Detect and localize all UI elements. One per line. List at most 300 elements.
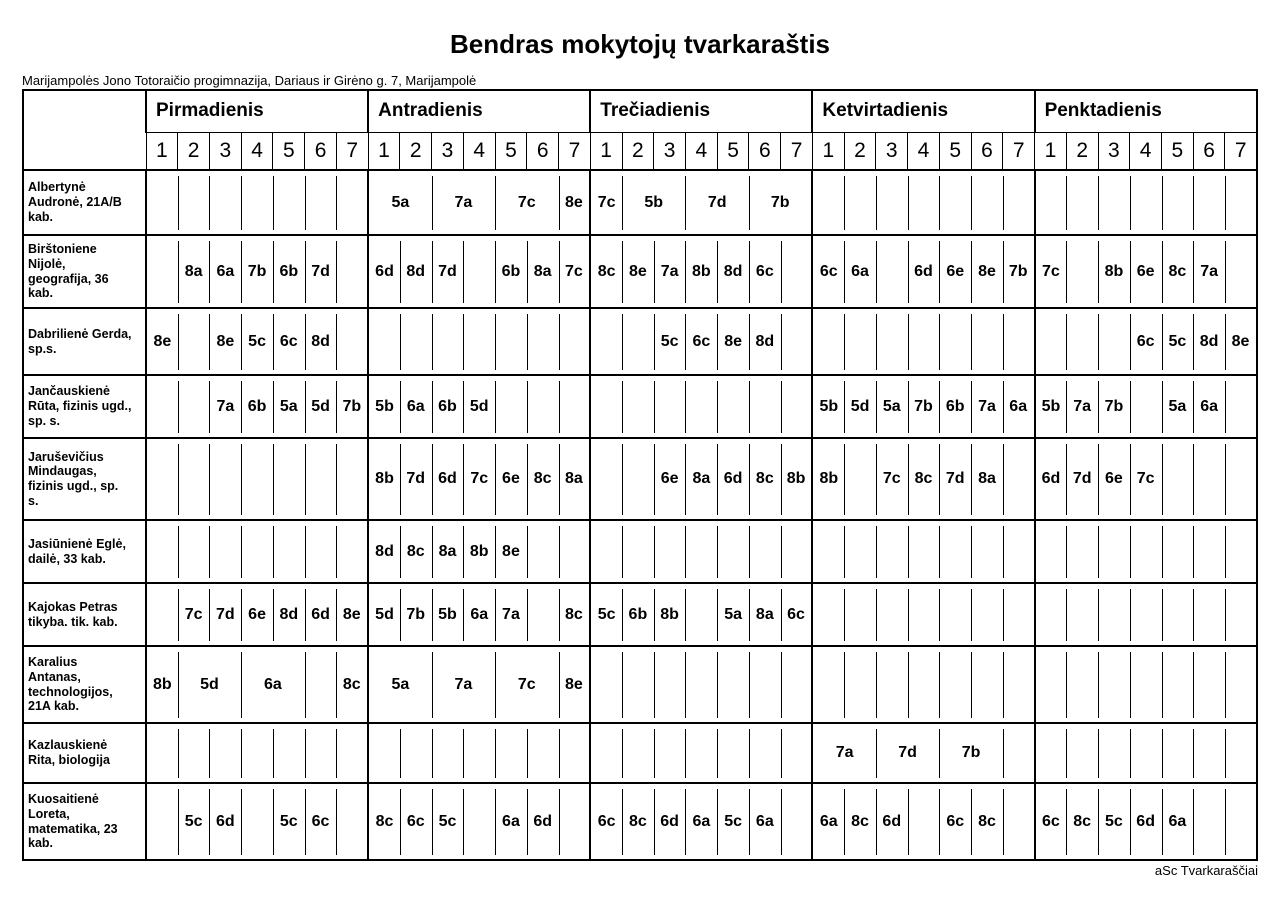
schedule-cell: 7c	[590, 170, 622, 235]
period-number: 1	[812, 132, 844, 170]
period-number: 6	[527, 132, 559, 170]
period-number: 5	[939, 132, 971, 170]
schedule-cell: 6a	[749, 783, 781, 860]
schedule-cell	[844, 170, 876, 235]
schedule-cell	[273, 438, 305, 520]
schedule-cell: 5c	[178, 783, 210, 860]
schedule-cell	[939, 308, 971, 375]
schedule-cell	[622, 308, 654, 375]
schedule-cell: 8d	[749, 308, 781, 375]
schedule-cell: 8c	[908, 438, 940, 520]
schedule-cell	[1162, 438, 1194, 520]
schedule-cell: 7d	[1066, 438, 1098, 520]
schedule-cell	[146, 235, 178, 308]
schedule-cell: 8c	[559, 583, 591, 646]
schedule-cell	[654, 520, 686, 583]
period-number: 5	[495, 132, 527, 170]
schedule-cell	[1098, 308, 1130, 375]
schedule-cell: 6e	[654, 438, 686, 520]
schedule-cell	[1035, 520, 1067, 583]
schedule-cell	[178, 723, 210, 783]
schedule-cell	[685, 723, 717, 783]
schedule-cell	[717, 723, 749, 783]
schedule-cell: 7b	[241, 235, 273, 308]
schedule-cell	[209, 723, 241, 783]
asc-branding: aSc Tvarkaraščiai	[1154, 863, 1258, 878]
schedule-cell: 6a	[1193, 375, 1225, 438]
schedule-cell: 5d	[844, 375, 876, 438]
schedule-cell	[876, 170, 908, 235]
schedule-cell	[336, 438, 368, 520]
schedule-cell	[590, 438, 622, 520]
schedule-cell: 5b	[432, 583, 464, 646]
teacher-row	[23, 723, 1257, 783]
schedule-cell	[590, 308, 622, 375]
period-number: 7	[781, 132, 813, 170]
schedule-cell	[1035, 308, 1067, 375]
schedule-cell	[908, 170, 940, 235]
schedule-cell	[463, 723, 495, 783]
schedule-cell: 7c	[876, 438, 908, 520]
schedule-cell	[1162, 170, 1194, 235]
period-number: 4	[241, 132, 273, 170]
schedule-cell	[1225, 375, 1257, 438]
schedule-cell	[305, 723, 337, 783]
schedule-cell	[1066, 646, 1098, 723]
schedule-cell: 7b	[908, 375, 940, 438]
schedule-cell: 6d	[432, 438, 464, 520]
day-header: Pirmadienis	[146, 90, 368, 132]
schedule-cell: 6b	[273, 235, 305, 308]
schedule-cell	[1225, 235, 1257, 308]
schedule-cell	[1193, 723, 1225, 783]
schedule-cell	[685, 646, 717, 723]
period-number: 3	[1098, 132, 1130, 170]
schedule-cell: 5c	[590, 583, 622, 646]
schedule-cell	[876, 308, 908, 375]
schedule-cell	[1035, 723, 1067, 783]
schedule-cell	[844, 438, 876, 520]
schedule-cell	[622, 646, 654, 723]
schedule-cell	[876, 520, 908, 583]
schedule-cell: 5c	[1098, 783, 1130, 860]
schedule-cell	[241, 783, 273, 860]
schedule-cell: 5c	[432, 783, 464, 860]
schedule-cell: 6a	[844, 235, 876, 308]
schedule-cell	[146, 438, 178, 520]
schedule-cell: 6d	[717, 438, 749, 520]
schedule-cell	[1162, 520, 1194, 583]
schedule-cell	[812, 308, 844, 375]
schedule-cell: 6a	[1162, 783, 1194, 860]
schedule-cell: 8b	[1098, 235, 1130, 308]
teacher-row	[23, 438, 1257, 520]
period-number: 2	[178, 132, 210, 170]
schedule-cell	[1035, 583, 1067, 646]
schedule-cell: 8a	[432, 520, 464, 583]
schedule-cell: 7c	[559, 235, 591, 308]
period-header-row	[23, 132, 1257, 170]
schedule-cell	[368, 308, 400, 375]
schedule-cell	[844, 520, 876, 583]
schedule-cell: 8c	[527, 438, 559, 520]
schedule-cell: 5a	[273, 375, 305, 438]
period-number: 5	[1162, 132, 1194, 170]
schedule-cell	[812, 646, 844, 723]
schedule-cell: 7b	[939, 723, 1002, 783]
teacher-row	[23, 235, 1257, 308]
schedule-cell	[178, 308, 210, 375]
schedule-cell: 8d	[717, 235, 749, 308]
schedule-cell: 7b	[749, 170, 812, 235]
schedule-cell	[1225, 783, 1257, 860]
schedule-cell: 6d	[368, 235, 400, 308]
schedule-cell	[1003, 520, 1035, 583]
schedule-cell: 5a	[368, 170, 431, 235]
schedule-cell: 5c	[273, 783, 305, 860]
schedule-cell: 6c	[305, 783, 337, 860]
schedule-cell: 7b	[1098, 375, 1130, 438]
schedule-cell	[749, 520, 781, 583]
period-number: 3	[654, 132, 686, 170]
schedule-cell: 6e	[1130, 235, 1162, 308]
schedule-cell	[559, 783, 591, 860]
period-number: 7	[1225, 132, 1257, 170]
schedule-cell: 8d	[305, 308, 337, 375]
schedule-cell	[1225, 438, 1257, 520]
schedule-cell	[717, 520, 749, 583]
period-number: 6	[971, 132, 1003, 170]
schedule-cell	[1066, 583, 1098, 646]
schedule-cell: 7a	[654, 235, 686, 308]
schedule-cell	[908, 583, 940, 646]
schedule-cell: 8d	[1193, 308, 1225, 375]
teacher-name: Kuosaitienė Loreta, matematika, 23 kab.	[23, 783, 146, 860]
schedule-cell	[908, 308, 940, 375]
schedule-cell: 6d	[305, 583, 337, 646]
schedule-cell: 7d	[305, 235, 337, 308]
schedule-cell: 8b	[654, 583, 686, 646]
schedule-cell	[971, 308, 1003, 375]
schedule-cell: 8c	[368, 783, 400, 860]
schedule-cell	[527, 583, 559, 646]
schedule-cell	[1162, 723, 1194, 783]
schedule-cell	[1098, 520, 1130, 583]
schedule-cell	[971, 170, 1003, 235]
teacher-name: Kajokas Petras tikyba. tik. kab.	[23, 583, 146, 646]
schedule-cell	[273, 170, 305, 235]
schedule-cell: 7c	[495, 170, 558, 235]
schedule-cell	[876, 583, 908, 646]
schedule-cell	[146, 783, 178, 860]
schedule-cell: 7a	[1193, 235, 1225, 308]
schedule-cell	[463, 783, 495, 860]
schedule-cell	[1003, 308, 1035, 375]
schedule-cell	[654, 723, 686, 783]
schedule-cell	[908, 646, 940, 723]
schedule-cell: 6e	[495, 438, 527, 520]
schedule-cell	[939, 583, 971, 646]
schedule-cell	[971, 520, 1003, 583]
schedule-cell: 5d	[463, 375, 495, 438]
period-number: 5	[717, 132, 749, 170]
schedule-cell	[590, 375, 622, 438]
schedule-cell: 7d	[939, 438, 971, 520]
schedule-cell	[1225, 646, 1257, 723]
schedule-cell	[685, 520, 717, 583]
schedule-cell: 6d	[209, 783, 241, 860]
schedule-cell	[495, 723, 527, 783]
teacher-row	[23, 646, 1257, 723]
schedule-cell: 6c	[590, 783, 622, 860]
schedule-cell	[463, 308, 495, 375]
schedule-cell: 8c	[971, 783, 1003, 860]
period-number: 5	[273, 132, 305, 170]
schedule-cell	[844, 646, 876, 723]
schedule-cell	[241, 438, 273, 520]
schedule-cell	[146, 375, 178, 438]
schedule-cell: 6a	[812, 783, 844, 860]
schedule-cell	[1003, 646, 1035, 723]
schedule-cell: 5a	[876, 375, 908, 438]
schedule-cell: 8b	[463, 520, 495, 583]
teacher-row	[23, 308, 1257, 375]
period-number: 2	[622, 132, 654, 170]
schedule-cell: 6e	[241, 583, 273, 646]
schedule-cell: 5b	[368, 375, 400, 438]
schedule-cell	[971, 583, 1003, 646]
schedule-cell: 8a	[971, 438, 1003, 520]
schedule-cell: 5a	[717, 583, 749, 646]
schedule-cell: 6c	[1035, 783, 1067, 860]
schedule-cell: 8e	[209, 308, 241, 375]
schedule-cell	[1193, 520, 1225, 583]
schedule-cell	[812, 583, 844, 646]
teacher-row	[23, 583, 1257, 646]
period-number: 4	[1130, 132, 1162, 170]
teacher-row	[23, 170, 1257, 235]
schedule-cell	[1130, 583, 1162, 646]
schedule-cell: 6a	[209, 235, 241, 308]
schedule-cell	[432, 723, 464, 783]
schedule-cell: 8e	[559, 646, 591, 723]
schedule-cell: 6a	[495, 783, 527, 860]
schedule-cell	[146, 520, 178, 583]
day-header: Penktadienis	[1035, 90, 1257, 132]
schedule-cell: 7b	[336, 375, 368, 438]
schedule-cell: 8e	[559, 170, 591, 235]
schedule-cell	[590, 723, 622, 783]
schedule-cell	[146, 583, 178, 646]
schedule-cell: 6c	[1130, 308, 1162, 375]
teacher-name: Jančauskienė Rūta, fizinis ugd., sp. s.	[23, 375, 146, 438]
schedule-cell	[717, 375, 749, 438]
schedule-cell: 5d	[178, 646, 241, 723]
schedule-cell	[1066, 235, 1098, 308]
period-number: 2	[844, 132, 876, 170]
schedule-cell	[749, 646, 781, 723]
schedule-cell	[495, 375, 527, 438]
schedule-cell	[273, 723, 305, 783]
schedule-cell: 8c	[1066, 783, 1098, 860]
schedule-cell	[1193, 646, 1225, 723]
schedule-cell	[432, 308, 464, 375]
schedule-cell	[908, 783, 940, 860]
schedule-cell: 8b	[685, 235, 717, 308]
schedule-cell	[1098, 170, 1130, 235]
teacher-name: Jaruševičius Mindaugas, fizinis ugd., sp. s.	[23, 438, 146, 520]
schedule-cell: 6d	[876, 783, 908, 860]
schedule-cell	[400, 308, 432, 375]
schedule-cell: 8b	[781, 438, 813, 520]
schedule-cell	[1130, 723, 1162, 783]
schedule-cell	[368, 723, 400, 783]
schedule-cell	[908, 520, 940, 583]
schedule-cell: 8a	[178, 235, 210, 308]
schedule-cell: 7c	[495, 646, 558, 723]
schedule-cell: 8c	[749, 438, 781, 520]
teacher-name: Karalius Antanas, technologijos, 21A kab.	[23, 646, 146, 723]
schedule-cell	[1225, 170, 1257, 235]
schedule-cell	[971, 646, 1003, 723]
schedule-cell	[209, 170, 241, 235]
schedule-cell	[336, 308, 368, 375]
schedule-cell: 6d	[908, 235, 940, 308]
period-number: 1	[146, 132, 178, 170]
period-number: 7	[1003, 132, 1035, 170]
schedule-cell	[781, 235, 813, 308]
schedule-cell	[781, 723, 813, 783]
schedule-cell: 6d	[654, 783, 686, 860]
schedule-cell	[209, 520, 241, 583]
schedule-cell: 6b	[622, 583, 654, 646]
schedule-cell	[939, 170, 971, 235]
teacher-name: Albertynė Audronė, 21A/B kab.	[23, 170, 146, 235]
schedule-cell	[622, 520, 654, 583]
schedule-cell	[1066, 170, 1098, 235]
schedule-cell	[1003, 783, 1035, 860]
schedule-cell: 7c	[463, 438, 495, 520]
schedule-cell: 7a	[971, 375, 1003, 438]
schedule-cell: 8b	[368, 438, 400, 520]
timetable-table	[22, 89, 1258, 861]
schedule-cell	[400, 723, 432, 783]
schedule-cell: 5a	[1162, 375, 1194, 438]
schedule-cell	[336, 520, 368, 583]
schedule-cell	[812, 520, 844, 583]
schedule-cell: 8c	[400, 520, 432, 583]
schedule-cell: 6b	[939, 375, 971, 438]
schedule-cell	[1130, 646, 1162, 723]
schedule-cell	[241, 170, 273, 235]
schedule-cell	[336, 235, 368, 308]
schedule-cell: 8e	[336, 583, 368, 646]
schedule-cell	[1098, 583, 1130, 646]
schedule-cell	[654, 375, 686, 438]
schedule-cell	[781, 375, 813, 438]
schedule-cell	[559, 375, 591, 438]
schedule-cell	[495, 308, 527, 375]
schedule-cell	[178, 170, 210, 235]
schedule-cell: 8b	[146, 646, 178, 723]
schedule-cell: 7c	[178, 583, 210, 646]
schedule-cell	[781, 783, 813, 860]
schedule-cell: 6a	[685, 783, 717, 860]
schedule-cell: 8d	[368, 520, 400, 583]
schedule-cell	[1130, 170, 1162, 235]
schedule-cell	[1225, 583, 1257, 646]
day-header-row	[23, 90, 1257, 132]
schedule-cell	[622, 375, 654, 438]
schedule-cell: 6b	[495, 235, 527, 308]
period-number: 4	[463, 132, 495, 170]
teacher-name: Kazlauskienė Rita, biologija	[23, 723, 146, 783]
schedule-cell	[1003, 583, 1035, 646]
schedule-cell	[812, 170, 844, 235]
schedule-cell	[781, 520, 813, 583]
period-number: 3	[876, 132, 908, 170]
period-number: 6	[305, 132, 337, 170]
schedule-cell	[305, 646, 337, 723]
schedule-cell	[527, 308, 559, 375]
schedule-cell	[1130, 520, 1162, 583]
schedule-cell	[178, 438, 210, 520]
schedule-cell	[939, 646, 971, 723]
schedule-cell	[654, 646, 686, 723]
schedule-cell: 6c	[939, 783, 971, 860]
schedule-cell	[178, 520, 210, 583]
schedule-cell	[1035, 170, 1067, 235]
schedule-cell	[717, 646, 749, 723]
schedule-cell: 6d	[527, 783, 559, 860]
schedule-cell: 7c	[1130, 438, 1162, 520]
schedule-cell: 5d	[305, 375, 337, 438]
schedule-cell: 6b	[432, 375, 464, 438]
schedule-cell: 8e	[146, 308, 178, 375]
teacher-name: Dabrilienė Gerda, sp.s.	[23, 308, 146, 375]
schedule-cell: 7a	[1066, 375, 1098, 438]
schedule-cell: 8c	[844, 783, 876, 860]
schedule-cell	[1098, 646, 1130, 723]
schedule-cell: 8d	[400, 235, 432, 308]
schedule-cell	[781, 646, 813, 723]
teacher-name: Birštoniene Nijolė, geografija, 36 kab.	[23, 235, 146, 308]
schedule-cell: 7a	[432, 646, 495, 723]
schedule-cell: 8e	[971, 235, 1003, 308]
schedule-cell: 8d	[273, 583, 305, 646]
schedule-cell	[1066, 520, 1098, 583]
schedule-cell: 6e	[1098, 438, 1130, 520]
schedule-cell: 7d	[876, 723, 939, 783]
schedule-cell: 5c	[241, 308, 273, 375]
schedule-cell	[939, 520, 971, 583]
schedule-cell: 6c	[400, 783, 432, 860]
schedule-cell: 7d	[400, 438, 432, 520]
schedule-cell: 8b	[812, 438, 844, 520]
teacher-name: Jasiūnienė Eglė, dailė, 33 kab.	[23, 520, 146, 583]
schedule-cell: 6a	[1003, 375, 1035, 438]
schedule-cell: 7d	[209, 583, 241, 646]
schedule-cell: 8a	[527, 235, 559, 308]
schedule-cell	[336, 723, 368, 783]
schedule-cell	[305, 438, 337, 520]
schedule-cell: 8a	[559, 438, 591, 520]
schedule-cell	[336, 170, 368, 235]
period-number: 1	[590, 132, 622, 170]
schedule-cell	[781, 308, 813, 375]
school-name: Marijampolės Jono Totoraičio progimnazija, Dariaus ir Girėno g. 7, Marijampolė	[22, 73, 477, 88]
schedule-cell	[336, 783, 368, 860]
